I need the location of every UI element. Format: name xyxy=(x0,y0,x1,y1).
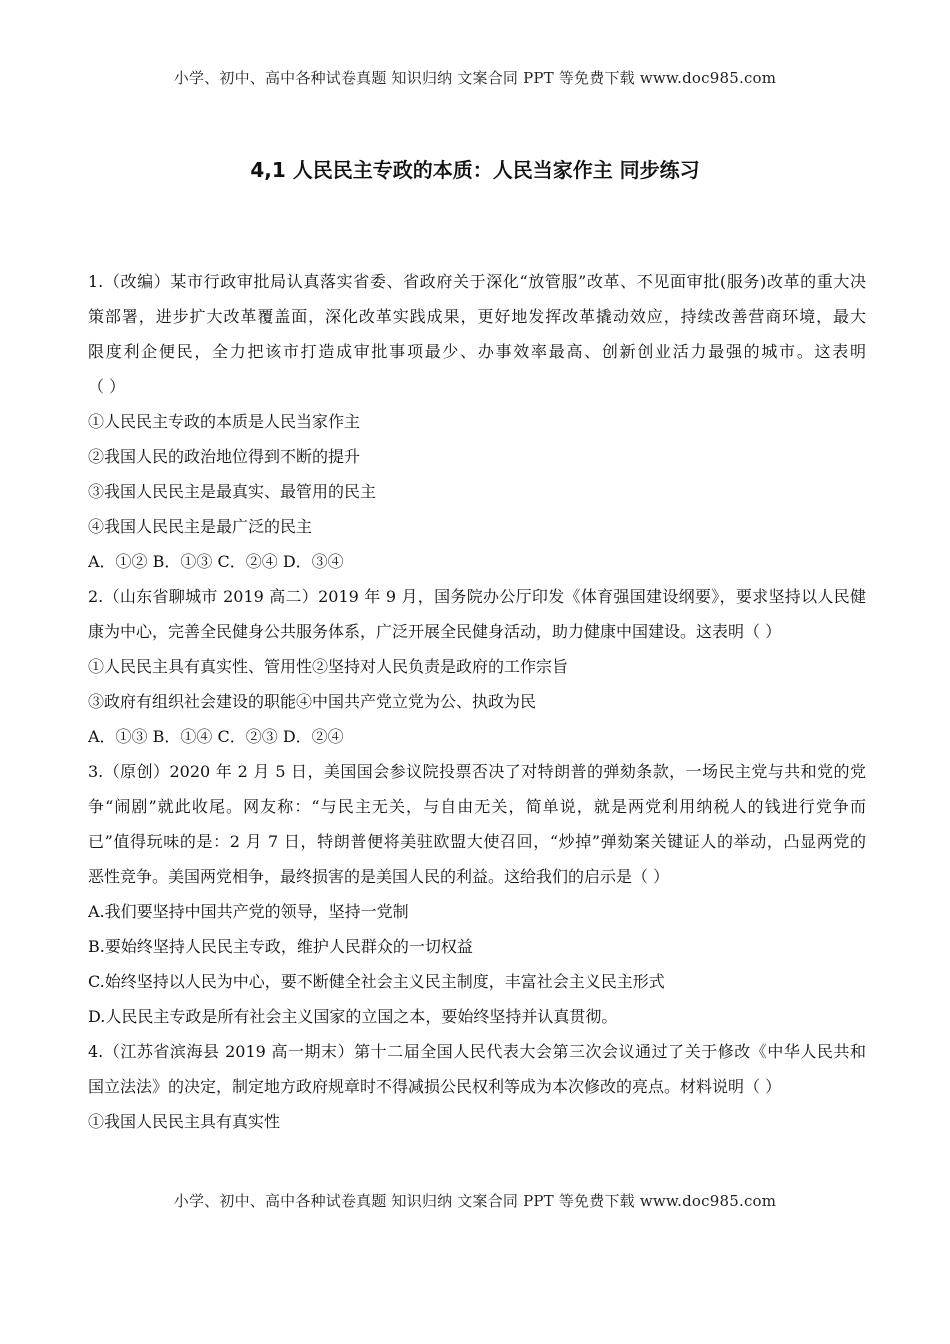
option-line: A.我们要坚持中国共产党的领导，坚持一党制 xyxy=(88,902,409,921)
question-stem-line: 3.（原创）2020 年 2 月 5 日，美国国会参议院投票否决了对特朗普的弹劾条款，一场民主党与共和党的党 xyxy=(88,762,866,781)
question-stem-line: 康为中心，完善全民健身公共服务体系，广泛开展全民健身活动，助力健康中国建设。这表明（ ） xyxy=(88,622,782,641)
question-1 xyxy=(88,264,866,579)
question-4 xyxy=(88,1034,866,1139)
page-header: 小学、初中、高中各种试卷真题 知识归纳 文案合同 PPT 等免费下载 www.doc985.com xyxy=(173,69,777,87)
option-line: ④我国人民民主是最广泛的民主 xyxy=(88,517,313,536)
option-line: ③我国人民民主是最真实、最管用的民主 xyxy=(88,482,377,501)
question-stem-line: 争“闹剧”就此收尾。网友称：“与民主无关，与自由无关，简单说，就是两党利用纳税人的钱进行党争而 xyxy=(88,797,866,816)
question-stem-line: 恶性竞争。美国两党相争，最终损害的是美国人民的利益。这给我们的启示是（ ） xyxy=(88,867,670,886)
question-stem-line: （ ） xyxy=(88,377,126,396)
question-stem-line: 4.（江苏省滨海县 2019 高一期末）第十二届全国人民代表大会第三次会议通过了关于修改《中华人民共和 xyxy=(88,1042,866,1061)
option-line: ①人民民主具有真实性、管用性②坚持对人民负责是政府的工作宗旨 xyxy=(88,657,569,676)
option-line: D.人民民主专政是所有社会主义国家的立国之本，要始终坚持并认真贯彻。 xyxy=(88,1007,618,1026)
option-line: ①人民民主专政的本质是人民当家作主 xyxy=(88,412,361,431)
question-stem-line: 1.（改编）某市行政审批局认真落实省委、省政府关于深化“放管服”改革、不见面审批(服务)改革的重大决 xyxy=(88,272,866,291)
question-stem-line: 国立法法》的决定，制定地方政府规章时不得减损公民权利等成为本次修改的亮点。材料说明（ ） xyxy=(88,1077,782,1096)
question-stem-line: 策部署，进步扩大改革覆盖面，深化改革实践成果，更好地发挥改革撬动效应，持续改善营商环境，最大 xyxy=(88,307,866,326)
option-line: ③政府有组织社会建设的职能④中国共产党立党为公、执政为民 xyxy=(88,692,537,711)
option-line: ②我国人民的政治地位得到不断的提升 xyxy=(88,447,361,466)
question-stem-line: 限度利企便民，全力把该市打造成审批事项最少、办事效率最高、创新创业活力最强的城市。这表明 xyxy=(88,342,866,361)
page-title: 4,1 人民民主专政的本质：人民当家作主 同步练习 xyxy=(250,158,700,182)
question-2 xyxy=(88,579,866,754)
option-line: ①我国人民民主具有真实性 xyxy=(88,1112,281,1131)
page-footer: 小学、初中、高中各种试卷真题 知识归纳 文案合同 PPT 等免费下载 www.doc985.com xyxy=(173,1192,777,1210)
question-3 xyxy=(88,754,866,1034)
question-stem-line: 已”值得玩味的是：2 月 7 日，特朗普便将美驻欧盟大使召回，“炒掉”弹劾案关键证人的举动，凸显两党的 xyxy=(88,832,866,851)
answer-choices: A．①② B．①③ C．②④ D．③④ xyxy=(88,552,344,571)
option-line: C.始终坚持以人民为中心，要不断健全社会主义民主制度，丰富社会主义民主形式 xyxy=(88,972,665,991)
answer-choices: A．①③ B．①④ C．②③ D．②④ xyxy=(88,727,344,746)
question-list xyxy=(88,264,866,1139)
option-line: B.要始终坚持人民民主专政，维护人民群众的一切权益 xyxy=(88,937,473,956)
question-stem-line: 2.（山东省聊城市 2019 高二）2019 年 9 月，国务院办公厅印发《体育强国建设纲要》，要求坚持以人民健 xyxy=(88,587,866,606)
